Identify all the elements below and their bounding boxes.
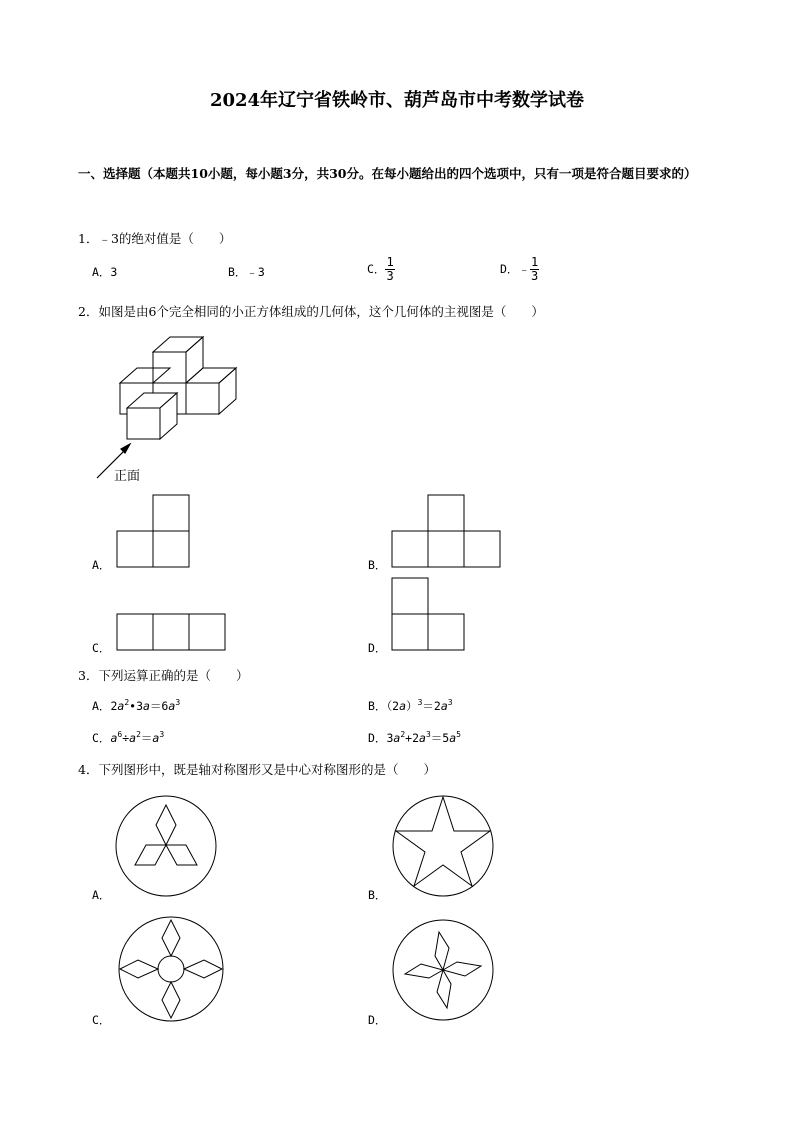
q3-option-d-label: D． (368, 731, 387, 745)
question-3-stem: 3．下列运算正确的是（ ） (78, 668, 249, 683)
q4-option-d-label[interactable]: D． (368, 1013, 387, 1027)
q2-option-d-label[interactable]: D． (368, 641, 387, 655)
q4-option-d-figure[interactable] (391, 918, 495, 1022)
q1-option-d-label: D． (500, 262, 519, 276)
q1-option-d[interactable] (500, 256, 539, 283)
fraction-denominator: 3 (386, 269, 394, 283)
q3-option-b-label: B． (368, 699, 387, 713)
question-1-stem: 1．﹣3的绝对值是（ ） (78, 231, 232, 246)
fraction-numerator: 1 (530, 255, 539, 269)
q3-option-b[interactable]: B．$(2a)^3=2a^3$ (368, 698, 453, 713)
fraction-denominator: 3 (530, 269, 539, 283)
q1-option-c-label: C． (367, 262, 386, 276)
question-4-stem: 4．下列图形中，既是轴对称图形又是中心对称图形的是（ ） (78, 762, 436, 777)
q3-option-d[interactable]: D．$3a^2+2a^3=5a^5$ (368, 730, 461, 745)
q3-option-c-label: C． (92, 731, 111, 745)
q4-option-c-figure[interactable] (116, 914, 226, 1024)
q2-option-a-figure[interactable] (116, 494, 192, 570)
fraction-numerator: 1 (386, 255, 394, 269)
q4-option-c-label[interactable]: C． (92, 1013, 111, 1027)
section-heading: 一、选择题（本题共10小题，每小题3分，共30分。在每小题给出的四个选项中，只有一项是符合题目要求的） (78, 166, 697, 181)
q1-option-a[interactable]: A．3 (92, 265, 118, 279)
q2-option-b-label[interactable]: B． (368, 558, 387, 572)
q4-option-a-label[interactable]: A． (92, 888, 111, 902)
q4-option-b-label[interactable]: B． (368, 888, 387, 902)
q1-option-c-fraction (385, 256, 394, 283)
q4-option-a-figure[interactable] (114, 794, 218, 898)
q2-option-d-figure[interactable] (391, 577, 467, 653)
q2-option-c-figure[interactable] (116, 613, 228, 653)
q2-option-a-label[interactable]: A． (92, 558, 111, 572)
q3-option-c[interactable]: C．$a^6\div a^2=a^3$ (92, 730, 165, 745)
q4-option-b-figure[interactable] (391, 794, 495, 898)
q1-option-b[interactable]: B．﹣3 (228, 265, 265, 279)
q2-option-c-label[interactable]: C． (92, 641, 111, 655)
q1-option-d-fraction (530, 256, 539, 283)
page-title: 2024年辽宁省铁岭市、葫芦岛市中考数学试卷 (209, 90, 585, 111)
question-2-stem: 2．如图是由6个完全相同的小正方体组成的几何体，这个几何体的主视图是（ ） (78, 304, 544, 319)
q3-option-a-label: A． (92, 699, 111, 713)
q3-option-a[interactable]: A．$2a^2•3a=6a^3$ (92, 698, 181, 713)
q1-option-c[interactable] (367, 256, 395, 283)
q2-option-b-figure[interactable] (391, 494, 503, 570)
front-direction-label: 正面 (114, 469, 141, 484)
q1-option-d-sign: ﹣ (518, 262, 530, 276)
